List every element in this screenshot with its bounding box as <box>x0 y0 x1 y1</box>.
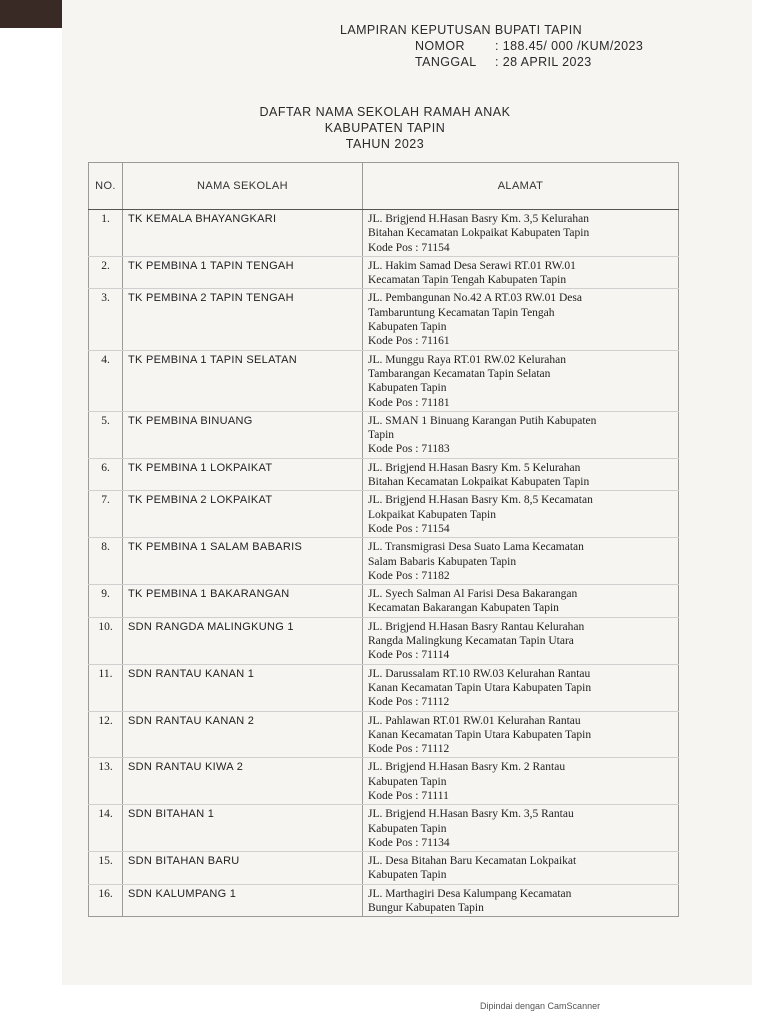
address-line: Kabupaten Tapin <box>368 822 447 835</box>
school-address <box>363 458 679 491</box>
address-line: Kabupaten Tapin <box>368 869 447 882</box>
table-row <box>89 256 679 289</box>
table-row <box>89 411 679 458</box>
table-row <box>89 758 679 805</box>
address-line: JL. Marthagiri Desa Kalumpang Kecamatan <box>368 887 572 900</box>
address-line: JL. Darussalam RT.10 RW.03 Kelurahan Rantau <box>368 667 591 680</box>
school-name: TK PEMBINA 1 LOKPAIKAT <box>123 458 363 491</box>
school-name: SDN RANGDA MALINGKUNG 1 <box>123 617 363 664</box>
school-address <box>363 884 679 917</box>
tanggal-label: TANGGAL <box>415 55 477 69</box>
address-line: JL. Transmigrasi Desa Suato Lama Kecamatan <box>368 541 584 554</box>
address-line: JL. Pembangunan No.42 A RT.03 RW.01 Desa <box>368 292 582 305</box>
school-address <box>363 210 679 257</box>
address-line: JL. SMAN 1 Binuang Karangan Putih Kabupaten <box>368 414 597 427</box>
table-row <box>89 852 679 885</box>
school-address <box>363 758 679 805</box>
address-line: Salam Babaris Kabupaten Tapin <box>368 555 517 568</box>
address-line: Kode Pos : 71111 <box>368 789 449 802</box>
row-number: 15. <box>89 852 123 885</box>
school-name: SDN RANTAU KANAN 1 <box>123 664 363 711</box>
column-header-name: NAMA SEKOLAH <box>123 163 363 210</box>
table-row <box>89 538 679 585</box>
column-header-address: ALAMAT <box>363 163 679 210</box>
address-line: JL. Pahlawan RT.01 RW.01 Kelurahan Rantau <box>368 714 581 727</box>
school-address <box>363 805 679 852</box>
school-address <box>363 256 679 289</box>
school-address <box>363 538 679 585</box>
school-address <box>363 350 679 411</box>
school-address <box>363 852 679 885</box>
table-row <box>89 711 679 758</box>
address-line: Kode Pos : 71112 <box>368 743 450 756</box>
address-line: Bitahan Kecamatan Lokpaikat Kabupaten Tapin <box>368 476 590 489</box>
school-name: TK PEMBINA 1 SALAM BABARIS <box>123 538 363 585</box>
row-number: 7. <box>89 491 123 538</box>
address-line: Kode Pos : 71114 <box>368 649 450 662</box>
address-line: Lokpaikat Kabupaten Tapin <box>368 508 496 521</box>
row-number: 3. <box>89 289 123 350</box>
row-number: 14. <box>89 805 123 852</box>
address-line: JL. Brigjend H.Hasan Basry Km. 8,5 Kecamatan <box>368 494 593 507</box>
address-line: Kode Pos : 71154 <box>368 241 450 254</box>
row-number: 8. <box>89 538 123 585</box>
school-address <box>363 664 679 711</box>
address-line: JL. Munggu Raya RT.01 RW.02 Kelurahan <box>368 353 566 366</box>
address-line: Kode Pos : 71183 <box>368 443 450 456</box>
title-line-1: DAFTAR NAMA SEKOLAH RAMAH ANAK <box>259 105 511 119</box>
header-nomor <box>340 38 643 54</box>
table-row <box>89 617 679 664</box>
address-line: Kabupaten Tapin <box>368 382 447 395</box>
school-name: TK PEMBINA 1 TAPIN SELATAN <box>123 350 363 411</box>
tanggal-value: : 28 APRIL 2023 <box>495 55 592 69</box>
table-row <box>89 289 679 350</box>
address-line: Kanan Kecamatan Tapin Utara Kabupaten Tapin <box>368 681 592 694</box>
header-title: LAMPIRAN KEPUTUSAN BUPATI TAPIN <box>340 23 583 37</box>
school-address <box>363 585 679 618</box>
nomor-value: : 188.45/ 000 /KUM/2023 <box>495 39 644 53</box>
document-title <box>200 104 570 152</box>
title-line-3: TAHUN 2023 <box>345 137 425 151</box>
school-address <box>363 289 679 350</box>
address-line: Bungur Kabupaten Tapin <box>368 902 484 915</box>
row-number: 4. <box>89 350 123 411</box>
table-row <box>89 884 679 917</box>
table-row <box>89 491 679 538</box>
table-row <box>89 458 679 491</box>
title-line-2: KABUPATEN TAPIN <box>324 121 446 135</box>
table-body <box>89 210 679 917</box>
address-line: JL. Brigjend H.Hasan Basry Rantau Kelurahan <box>368 620 585 633</box>
school-name: TK PEMBINA 2 LOKPAIKAT <box>123 491 363 538</box>
address-line: JL. Brigjend H.Hasan Basry Km. 2 Rantau <box>368 761 566 774</box>
school-name: SDN BITAHAN BARU <box>123 852 363 885</box>
school-address <box>363 711 679 758</box>
address-line: Kode Pos : 71182 <box>368 569 450 582</box>
address-line: Tapin <box>368 429 395 442</box>
decree-header <box>340 22 643 70</box>
column-header-no: NO. <box>89 163 123 210</box>
table-row <box>89 350 679 411</box>
school-name: TK PEMBINA 1 BAKARANGAN <box>123 585 363 618</box>
address-line: JL. Desa Bitahan Baru Kecamatan Lokpaikat <box>368 855 577 868</box>
address-line: JL. Hakim Samad Desa Serawi RT.01 RW.01 <box>368 259 576 272</box>
header-tanggal <box>340 54 643 70</box>
address-line: Kode Pos : 71112 <box>368 696 450 709</box>
school-name: TK PEMBINA 2 TAPIN TENGAH <box>123 289 363 350</box>
school-name: SDN BITAHAN 1 <box>123 805 363 852</box>
row-number: 6. <box>89 458 123 491</box>
row-number: 5. <box>89 411 123 458</box>
row-number: 9. <box>89 585 123 618</box>
address-line: Kode Pos : 71134 <box>368 836 450 849</box>
school-address <box>363 617 679 664</box>
address-line: Tambaruntung Kecamatan Tapin Tengah <box>368 306 555 319</box>
table-row <box>89 664 679 711</box>
school-table <box>88 162 679 917</box>
row-number: 11. <box>89 664 123 711</box>
address-line: JL. Brigjend H.Hasan Basry Km. 5 Kelurahan <box>368 461 581 474</box>
row-number: 2. <box>89 256 123 289</box>
address-line: Kabupaten Tapin <box>368 321 447 334</box>
school-name: TK KEMALA BHAYANGKARI <box>123 210 363 257</box>
table-row <box>89 585 679 618</box>
address-line: JL. Brigjend H.Hasan Basry Km. 3,5 Kelurahan <box>368 213 590 225</box>
school-name: TK PEMBINA BINUANG <box>123 411 363 458</box>
address-line: JL. Syech Salman Al Farisi Desa Bakarangan <box>368 588 578 601</box>
address-line: Kecamatan Bakarangan Kabupaten Tapin <box>368 602 559 615</box>
address-line: Kode Pos : 71161 <box>368 335 450 348</box>
row-number: 16. <box>89 884 123 917</box>
school-name: SDN KALUMPANG 1 <box>123 884 363 917</box>
row-number: 10. <box>89 617 123 664</box>
address-line: JL. Brigjend H.Hasan Basry Km. 3,5 Rantau <box>368 808 574 821</box>
table-header-row <box>89 163 679 210</box>
address-line: Kecamatan Tapin Tengah Kabupaten Tapin <box>368 274 567 287</box>
scanner-footer: Dipindai dengan CamScanner <box>480 1001 601 1011</box>
school-name: SDN RANTAU KANAN 2 <box>123 711 363 758</box>
table-row <box>89 210 679 257</box>
address-line: Kode Pos : 71154 <box>368 522 450 535</box>
school-address <box>363 411 679 458</box>
nomor-label: NOMOR <box>415 39 465 53</box>
row-number: 12. <box>89 711 123 758</box>
address-line: Kabupaten Tapin <box>368 775 447 788</box>
school-address <box>363 491 679 538</box>
address-line: Bitahan Kecamatan Lokpaikat Kabupaten Tapin <box>368 227 590 240</box>
school-name: TK PEMBINA 1 TAPIN TENGAH <box>123 256 363 289</box>
address-line: Rangda Malingkung Kecamatan Tapin Utara <box>368 635 574 648</box>
address-line: Tambarangan Kecamatan Tapin Selatan <box>368 367 551 380</box>
row-number: 1. <box>89 210 123 257</box>
table-row <box>89 805 679 852</box>
address-line: Kode Pos : 71181 <box>368 396 450 409</box>
school-name: SDN RANTAU KIWA 2 <box>123 758 363 805</box>
address-line: Kanan Kecamatan Tapin Utara Kabupaten Tapin <box>368 728 592 741</box>
row-number: 13. <box>89 758 123 805</box>
